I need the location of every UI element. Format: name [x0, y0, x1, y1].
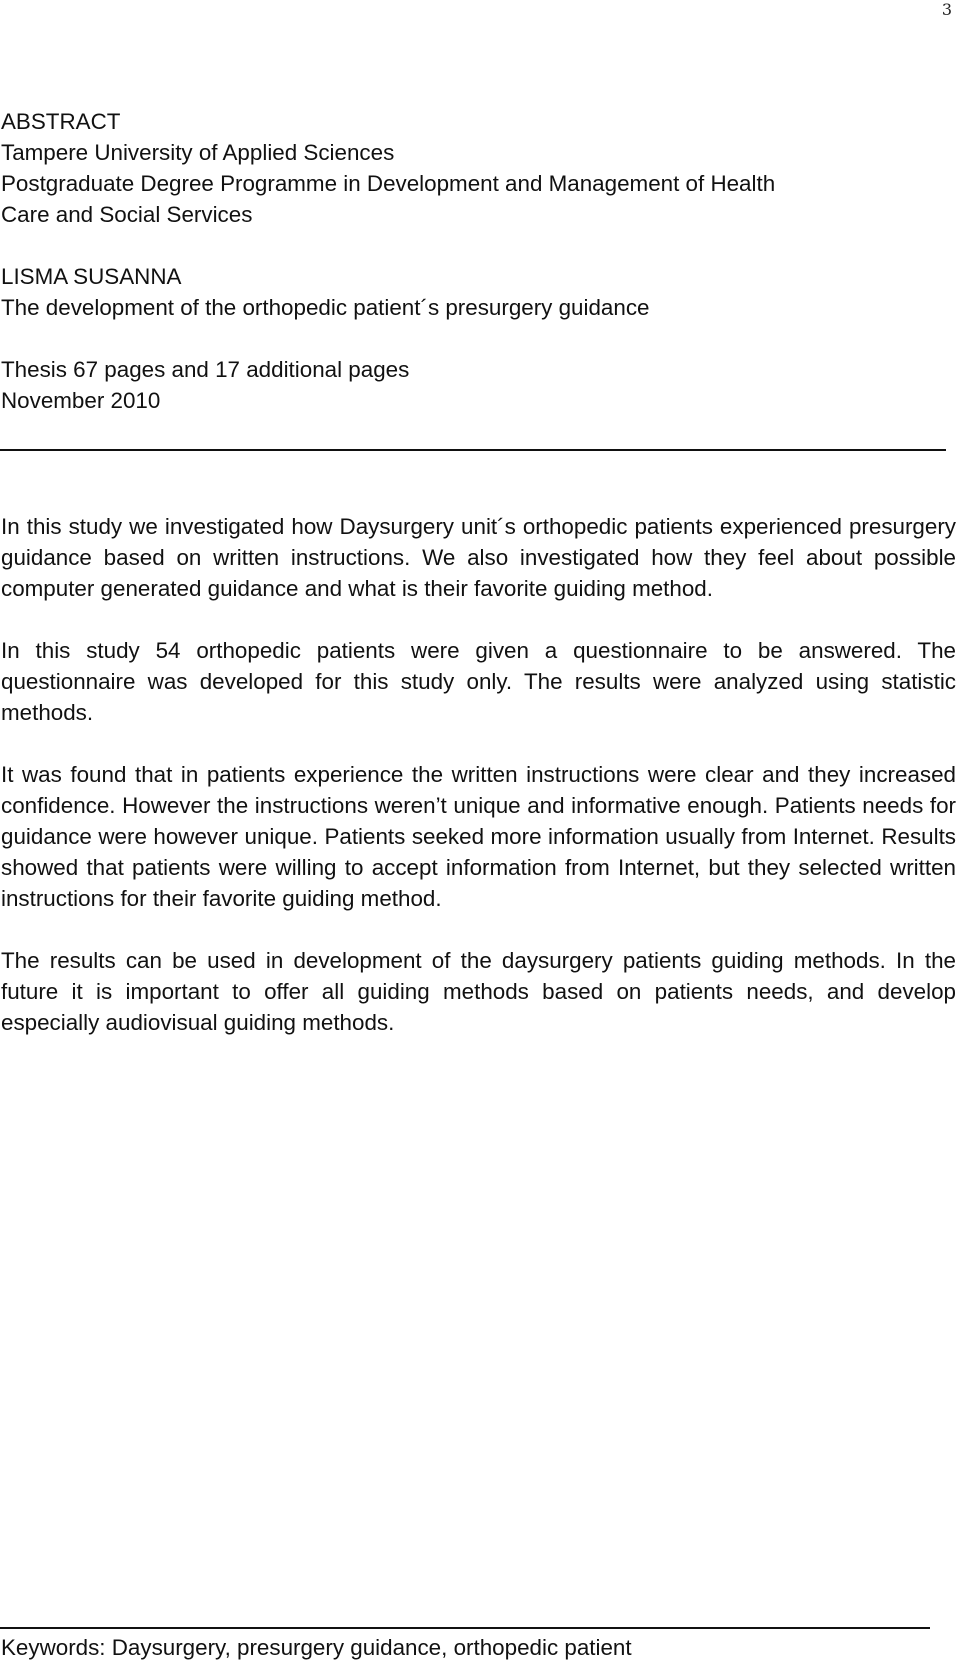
spacer [1, 323, 956, 354]
keywords-divider [0, 1627, 930, 1629]
abstract-paragraph-4: The results can be used in development of the daysurgery patients guiding methods. In the future it is important to offer all guiding methods based on patients needs, and develop especially audiovisual guiding methods. [1, 948, 956, 1035]
author-name: LISMA SUSANNA [1, 264, 182, 289]
abstract-header [1, 106, 956, 416]
page-count: Thesis 67 pages and 17 additional pages [1, 357, 410, 382]
programme-name-line-1: Postgraduate Degree Programme in Development and Management of Health [1, 171, 776, 196]
institution-name: Tampere University of Applied Sciences [1, 140, 395, 165]
abstract-heading: ABSTRACT [1, 109, 121, 134]
header-divider [0, 449, 946, 451]
abstract-paragraph-2: In this study 54 orthopedic patients were given a questionnaire to be answered. The questionnaire was developed for this study only. The results were analyzed using statistic methods. [1, 638, 956, 725]
abstract-body [1, 511, 956, 1038]
keywords-line: Keywords: Daysurgery, presurgery guidance, orthopedic patient [1, 1635, 632, 1660]
page-number: 3 [941, 0, 952, 19]
spacer [1, 230, 956, 261]
abstract-paragraph-3: It was found that in patients experience the written instructions were clear and they increased confidence. However the instructions weren’t unique and informative enough. Patients needs for guidance were however unique. Patients seeked more information usually from Internet. Results showed that patients were willing to accept information from Internet, but they selected written instructions for their favorite guiding method. [1, 762, 956, 911]
abstract-paragraph-1: In this study we investigated how Daysurgery unit´s orthopedic patients experienced presurgery guidance based on written instructions. We also investigated how they feel about possible computer generated guidance and what is their favorite guiding method. [1, 514, 956, 601]
publication-date: November 2010 [1, 388, 161, 413]
thesis-title: The development of the orthopedic patient´s presurgery guidance [1, 295, 650, 320]
programme-name-line-2: Care and Social Services [1, 202, 253, 227]
